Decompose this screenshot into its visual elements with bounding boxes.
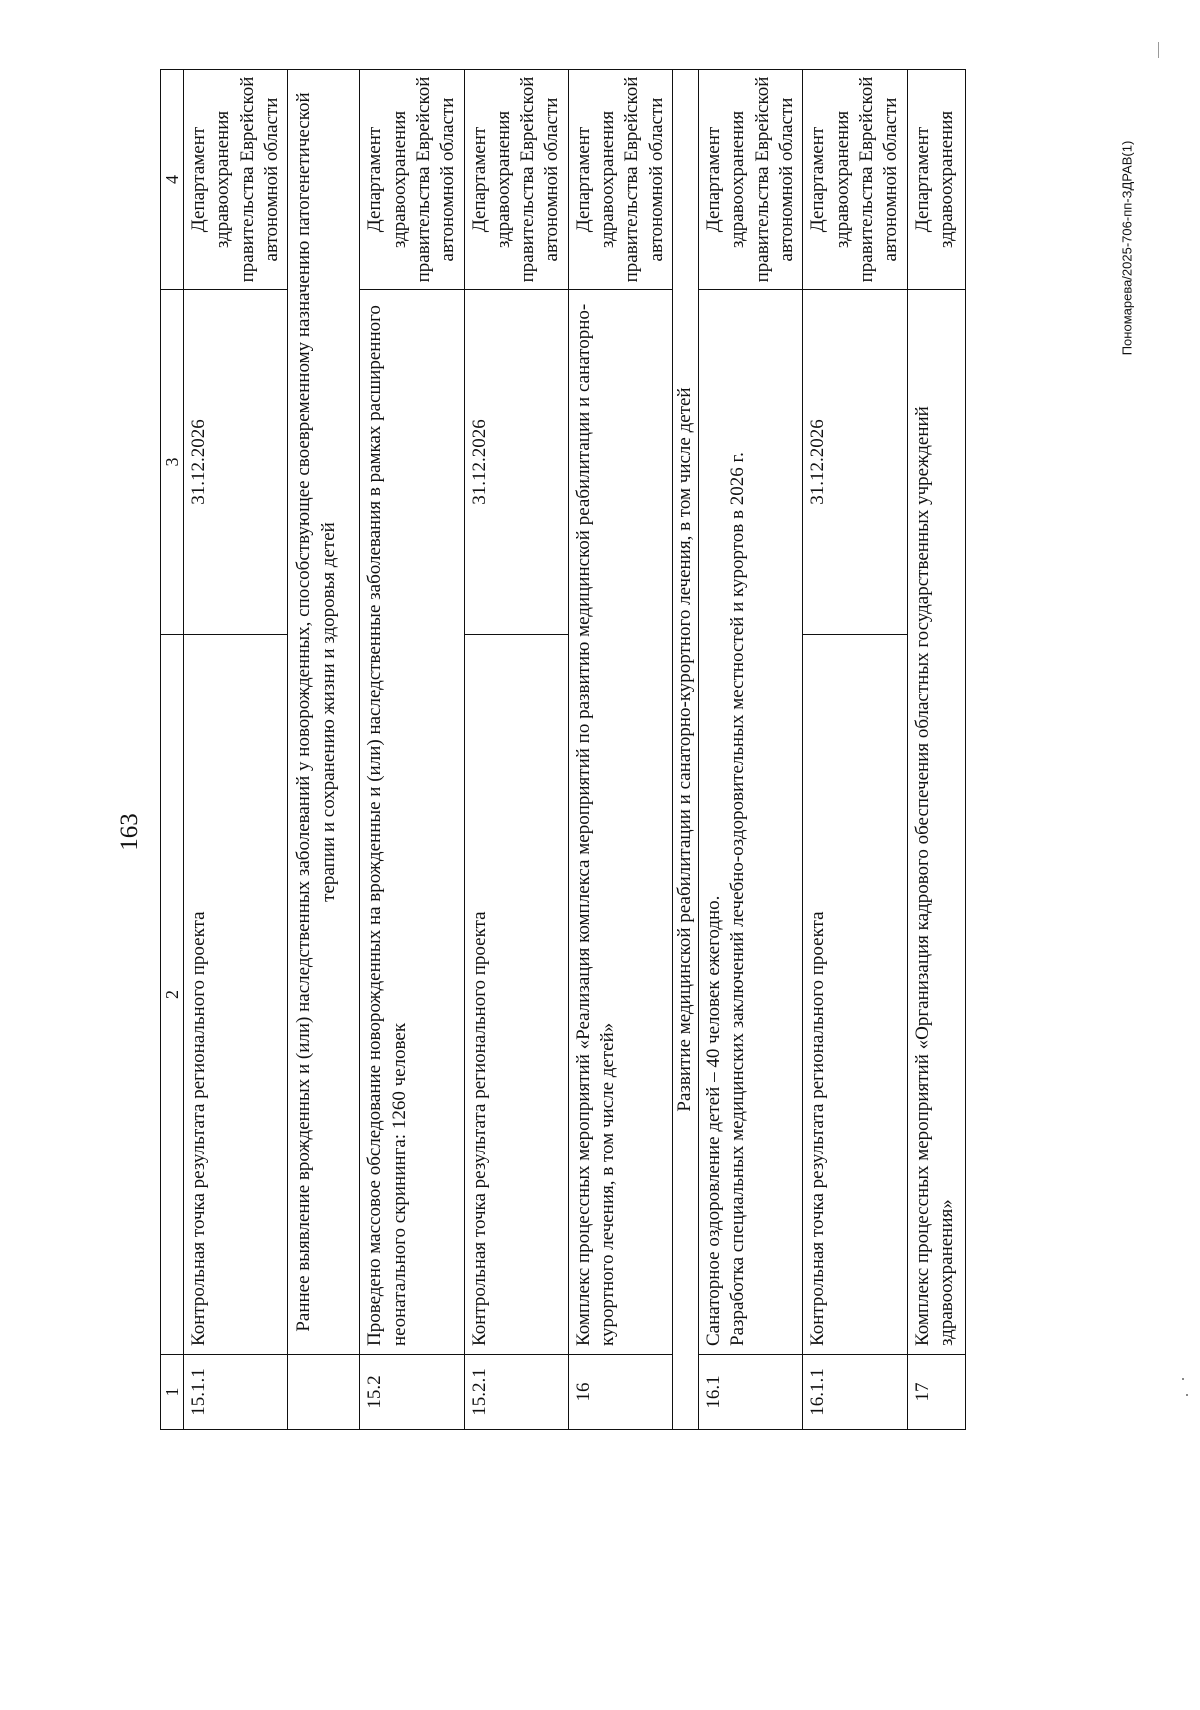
- header-cell: 1: [161, 1355, 184, 1430]
- row-date: 31.12.2026: [803, 290, 907, 635]
- footer-code-text: Пономарева/2025-706-пп-ЗДРАВ(1): [1119, 140, 1135, 356]
- section-number-cell: [288, 1355, 360, 1430]
- row-department: Департамент здравоохранения: [907, 70, 965, 290]
- rotated-table-container: [160, 70, 957, 1430]
- row-number: 15.2: [360, 1355, 464, 1430]
- row-department: Департамент здравоохранения правительства Еврейской автономной области: [464, 70, 568, 290]
- row-department: Департамент здравоохранения правительства Еврейской автономной области: [699, 70, 803, 290]
- row-number: 15.2.1: [464, 1355, 568, 1430]
- page-number: 163: [116, 813, 143, 851]
- row-text: Контрольная точка результата регионального проекта: [803, 635, 907, 1355]
- header-cell: 4: [161, 70, 184, 290]
- header-cell: 2: [161, 635, 184, 1355]
- header-cell: 3: [161, 290, 184, 635]
- row-text: Санаторное оздоровление детей – 40 человек ежегодно. Разработка специальных медицинских заключений лечебно-оздоровительных местностей и курортов в 2026 г.: [699, 290, 803, 1355]
- row-text: Комплекс процессных мероприятий «Реализация комплекса мероприятий по развитию медицинской реабилитации и санаторно-курортного лечения, в том числе детей»: [568, 290, 672, 1355]
- table-row: [464, 70, 568, 1430]
- section-row: [673, 70, 699, 1430]
- row-number: 16: [568, 1355, 672, 1430]
- section-title: Раннее выявление врожденных и (или) наследственных заболеваний у новорожденных, способствующее своевременному назначению патогенетической терапии и сохранению жизни и здоровья детей: [288, 70, 360, 1355]
- row-text: Проведено массовое обследование новорожденных на врожденные и (или) наследственные заболевания в рамках расширенного неонатального скрининга: 1260 человек: [360, 290, 464, 1355]
- footer-code: [1115, 78, 1139, 418]
- scan-mark: [1158, 42, 1159, 58]
- row-text: Комплекс процессных мероприятий «Организация кадрового обеспечения областных государственных учреждений здравоохранения»: [907, 290, 965, 1355]
- row-number: 16.1: [699, 1355, 803, 1430]
- row-department: Департамент здравоохранения правительства Еврейской автономной области: [184, 70, 288, 290]
- scan-speck: [1182, 1378, 1184, 1380]
- row-department: Департамент здравоохранения правительства Еврейской автономной области: [568, 70, 672, 290]
- table-row: [360, 70, 464, 1430]
- row-text: Контрольная точка результата регионального проекта: [464, 635, 568, 1355]
- row-department: Департамент здравоохранения правительства Еврейской автономной области: [360, 70, 464, 290]
- row-date: 31.12.2026: [184, 290, 288, 635]
- table-row: [803, 70, 907, 1430]
- document-table-area: [160, 70, 957, 1430]
- row-number: 15.1.1: [184, 1355, 288, 1430]
- row-date: 31.12.2026: [464, 290, 568, 635]
- row-department: Департамент здравоохранения правительства Еврейской автономной области: [803, 70, 907, 290]
- row-text: Контрольная точка результата регионального проекта: [184, 635, 288, 1355]
- section-title: Развитие медицинской реабилитации и санаторно-курортного лечения, в том числе детей: [673, 70, 699, 1430]
- row-number: 17: [907, 1355, 965, 1430]
- table-header-row: [161, 70, 184, 1430]
- table-row: [184, 70, 288, 1430]
- row-number: 16.1.1: [803, 1355, 907, 1430]
- section-row: [288, 70, 360, 1430]
- table-row: [907, 70, 965, 1430]
- scan-speck: [1186, 1394, 1188, 1396]
- table-row: [699, 70, 803, 1430]
- table-row: [568, 70, 672, 1430]
- plan-table: [160, 69, 966, 1430]
